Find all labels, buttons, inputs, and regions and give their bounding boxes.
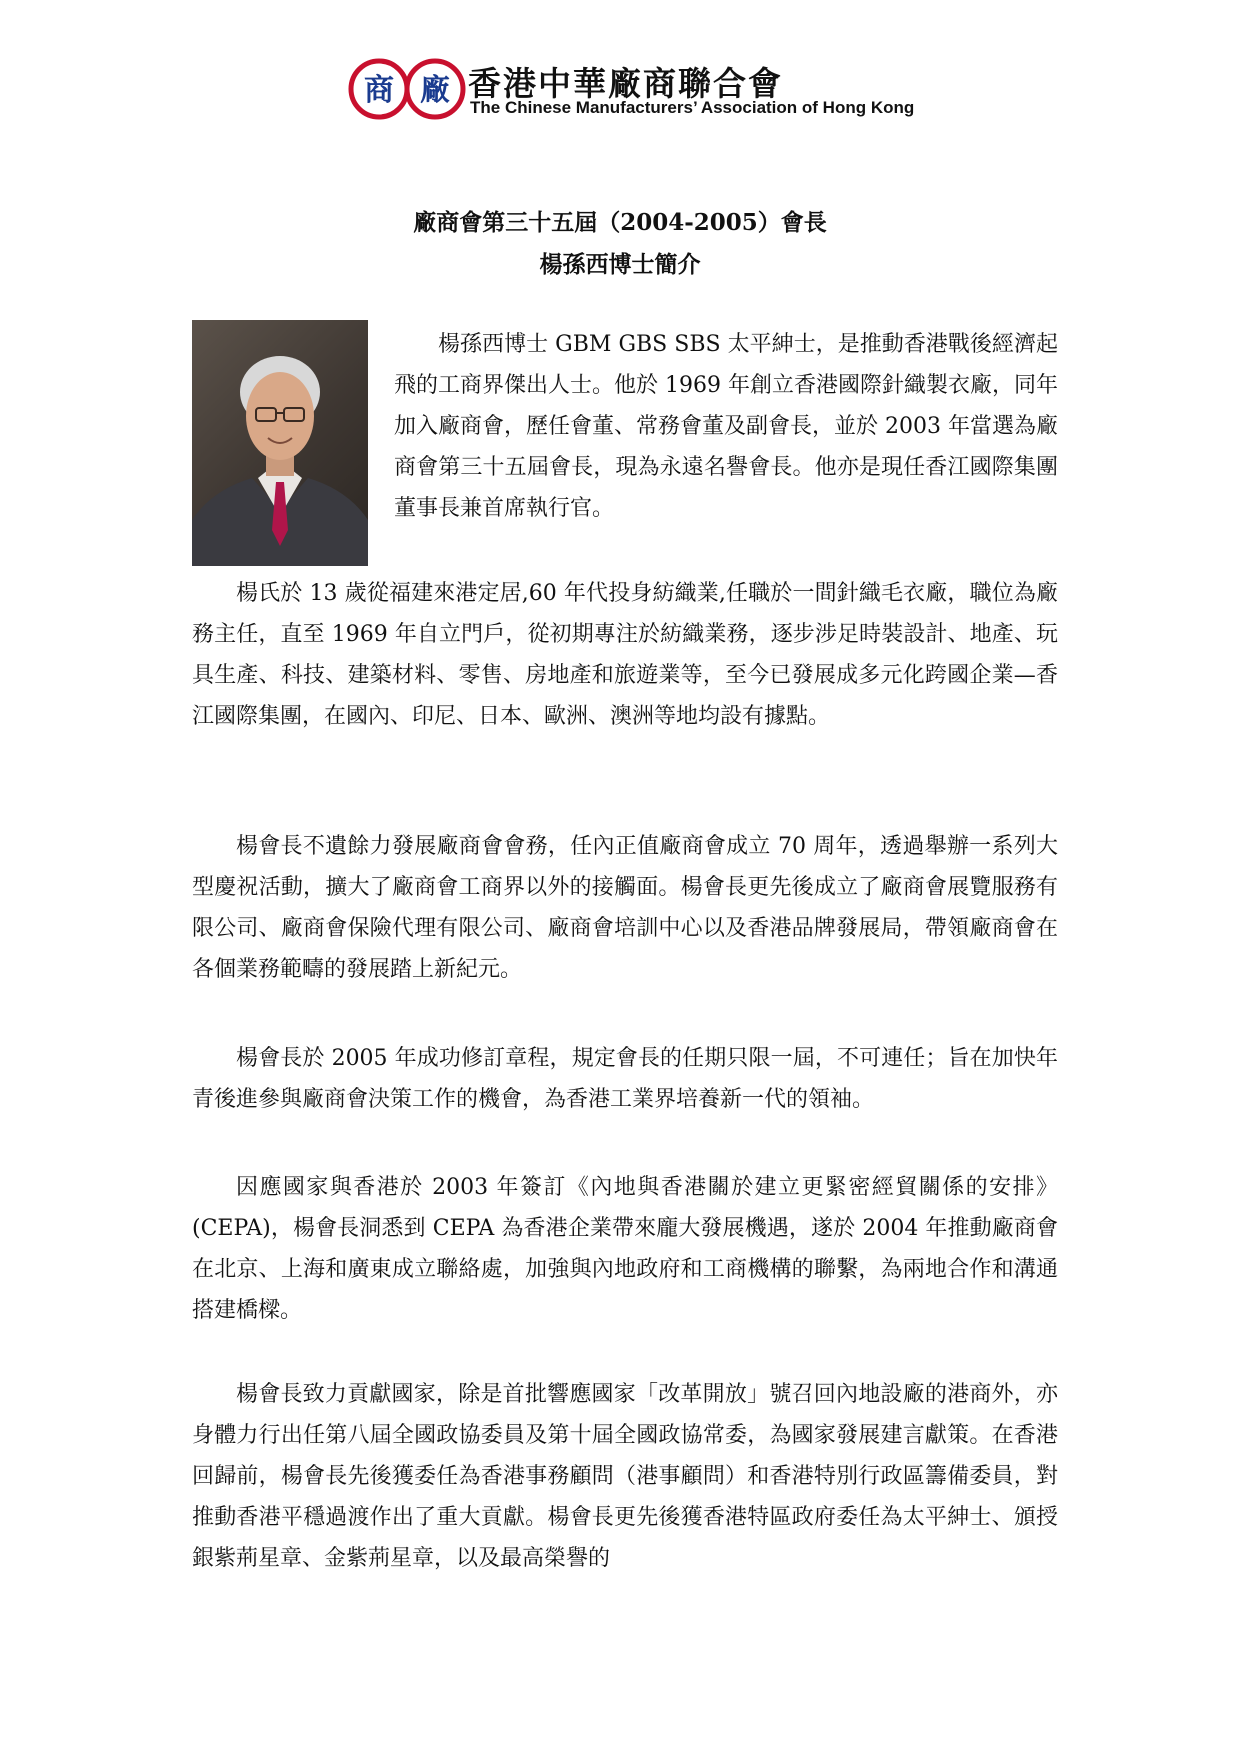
letterhead [348,54,915,124]
logo-char-right: 廠 [420,73,450,108]
org-name-chinese: 香港中華廠商聯合會 [468,64,783,103]
org-name-english: The Chinese Manufacturers’ Association of Hong Kong [470,98,915,117]
bio-paragraph-association-affairs: 楊會長不遺餘力發展廠商會會務，任內正值廠商會成立 70 周年，透過舉辦一系列大型慶祝活動，擴大了廠商會工商界以外的接觸面。楊會長更先後成立了廠商會展覽服務有限公司、廠商會保險代理有限公司、廠商會培訓中心以及香港品牌發展局，帶領廠商會在各個業務範疇的發展踏上新紀元。 [192,834,1058,982]
bio-paragraph-constitution: 楊會長於 2005 年成功修訂章程，規定會長的任期只限一屆，不可連任；旨在加快年青後進參與廠商會決策工作的機會，為香港工業界培養新一代的領袖。 [192,1046,1058,1112]
bio-paragraph-cepa: 因應國家與香港於 2003 年簽訂《內地與香港關於建立更緊密經貿關係的安排》(CEPA)，楊會長洞悉到 CEPA 為香港企業帶來龐大發展機遇，遂於 2004 年推動廠商會在北京、上海和廣東成立聯絡處，加強與內地政府和工商機構的聯繫，為兩地合作和溝通搭建橋樑。 [192,1175,1058,1323]
bio-paragraph-career: 楊氏於 13 歲從福建來港定居,60 年代投身紡織業,任職於一間針織毛衣廠，職位為廠務主任，直至 1969 年自立門戶，從初期專注於紡織業務，逐步涉足時裝設計、地產、玩具生產、科技、建築材料、零售、房地產和旅遊業等，至今已發展成多元化跨國企業—香江國際集團，在國內、印尼、日本、歐洲、澳洲等地均設有據點。 [192,581,1058,729]
bio-paragraph-national-service: 楊會長致力貢獻國家，除是首批響應國家「改革開放」號召回內地設廠的港商外，亦身體力行出任第八屆全國政協委員及第十屆全國政協常委，為國家發展建言獻策。在香港回歸前，楊會長先後獲委任為香港事務顧問（港事顧問）和香港特別行政區籌備委員，對推動香港平穩過渡作出了重大貢獻。楊會長更先後獲香港特區政府委任為太平紳士、頒授銀紫荊星章、金紫荊星章，以及最高榮譽的 [192,1382,1058,1571]
document-subtitle: 楊孫西博士簡介 [539,251,701,278]
portrait-photo [192,320,368,566]
bio-paragraph-intro: 楊孫西博士 GBM GBS SBS 太平紳士，是推動香港戰後經濟起飛的工商界傑出人士。他於 1969 年創立香港國際針織製衣廠，同年加入廠商會，歷任會董、常務會董及副會長，並於 2003 年當選為廠商會第三十五屆會長，現為永遠名譽會長。他亦是現任香江國際集團董事長兼首席執行官。 [394,332,1058,521]
portrait-illustration [192,320,368,566]
association-logo [348,58,466,120]
document-title: 廠商會第三十五屆（2004-2005）會長 [413,209,827,236]
logo-char-left: 商 [364,73,394,108]
